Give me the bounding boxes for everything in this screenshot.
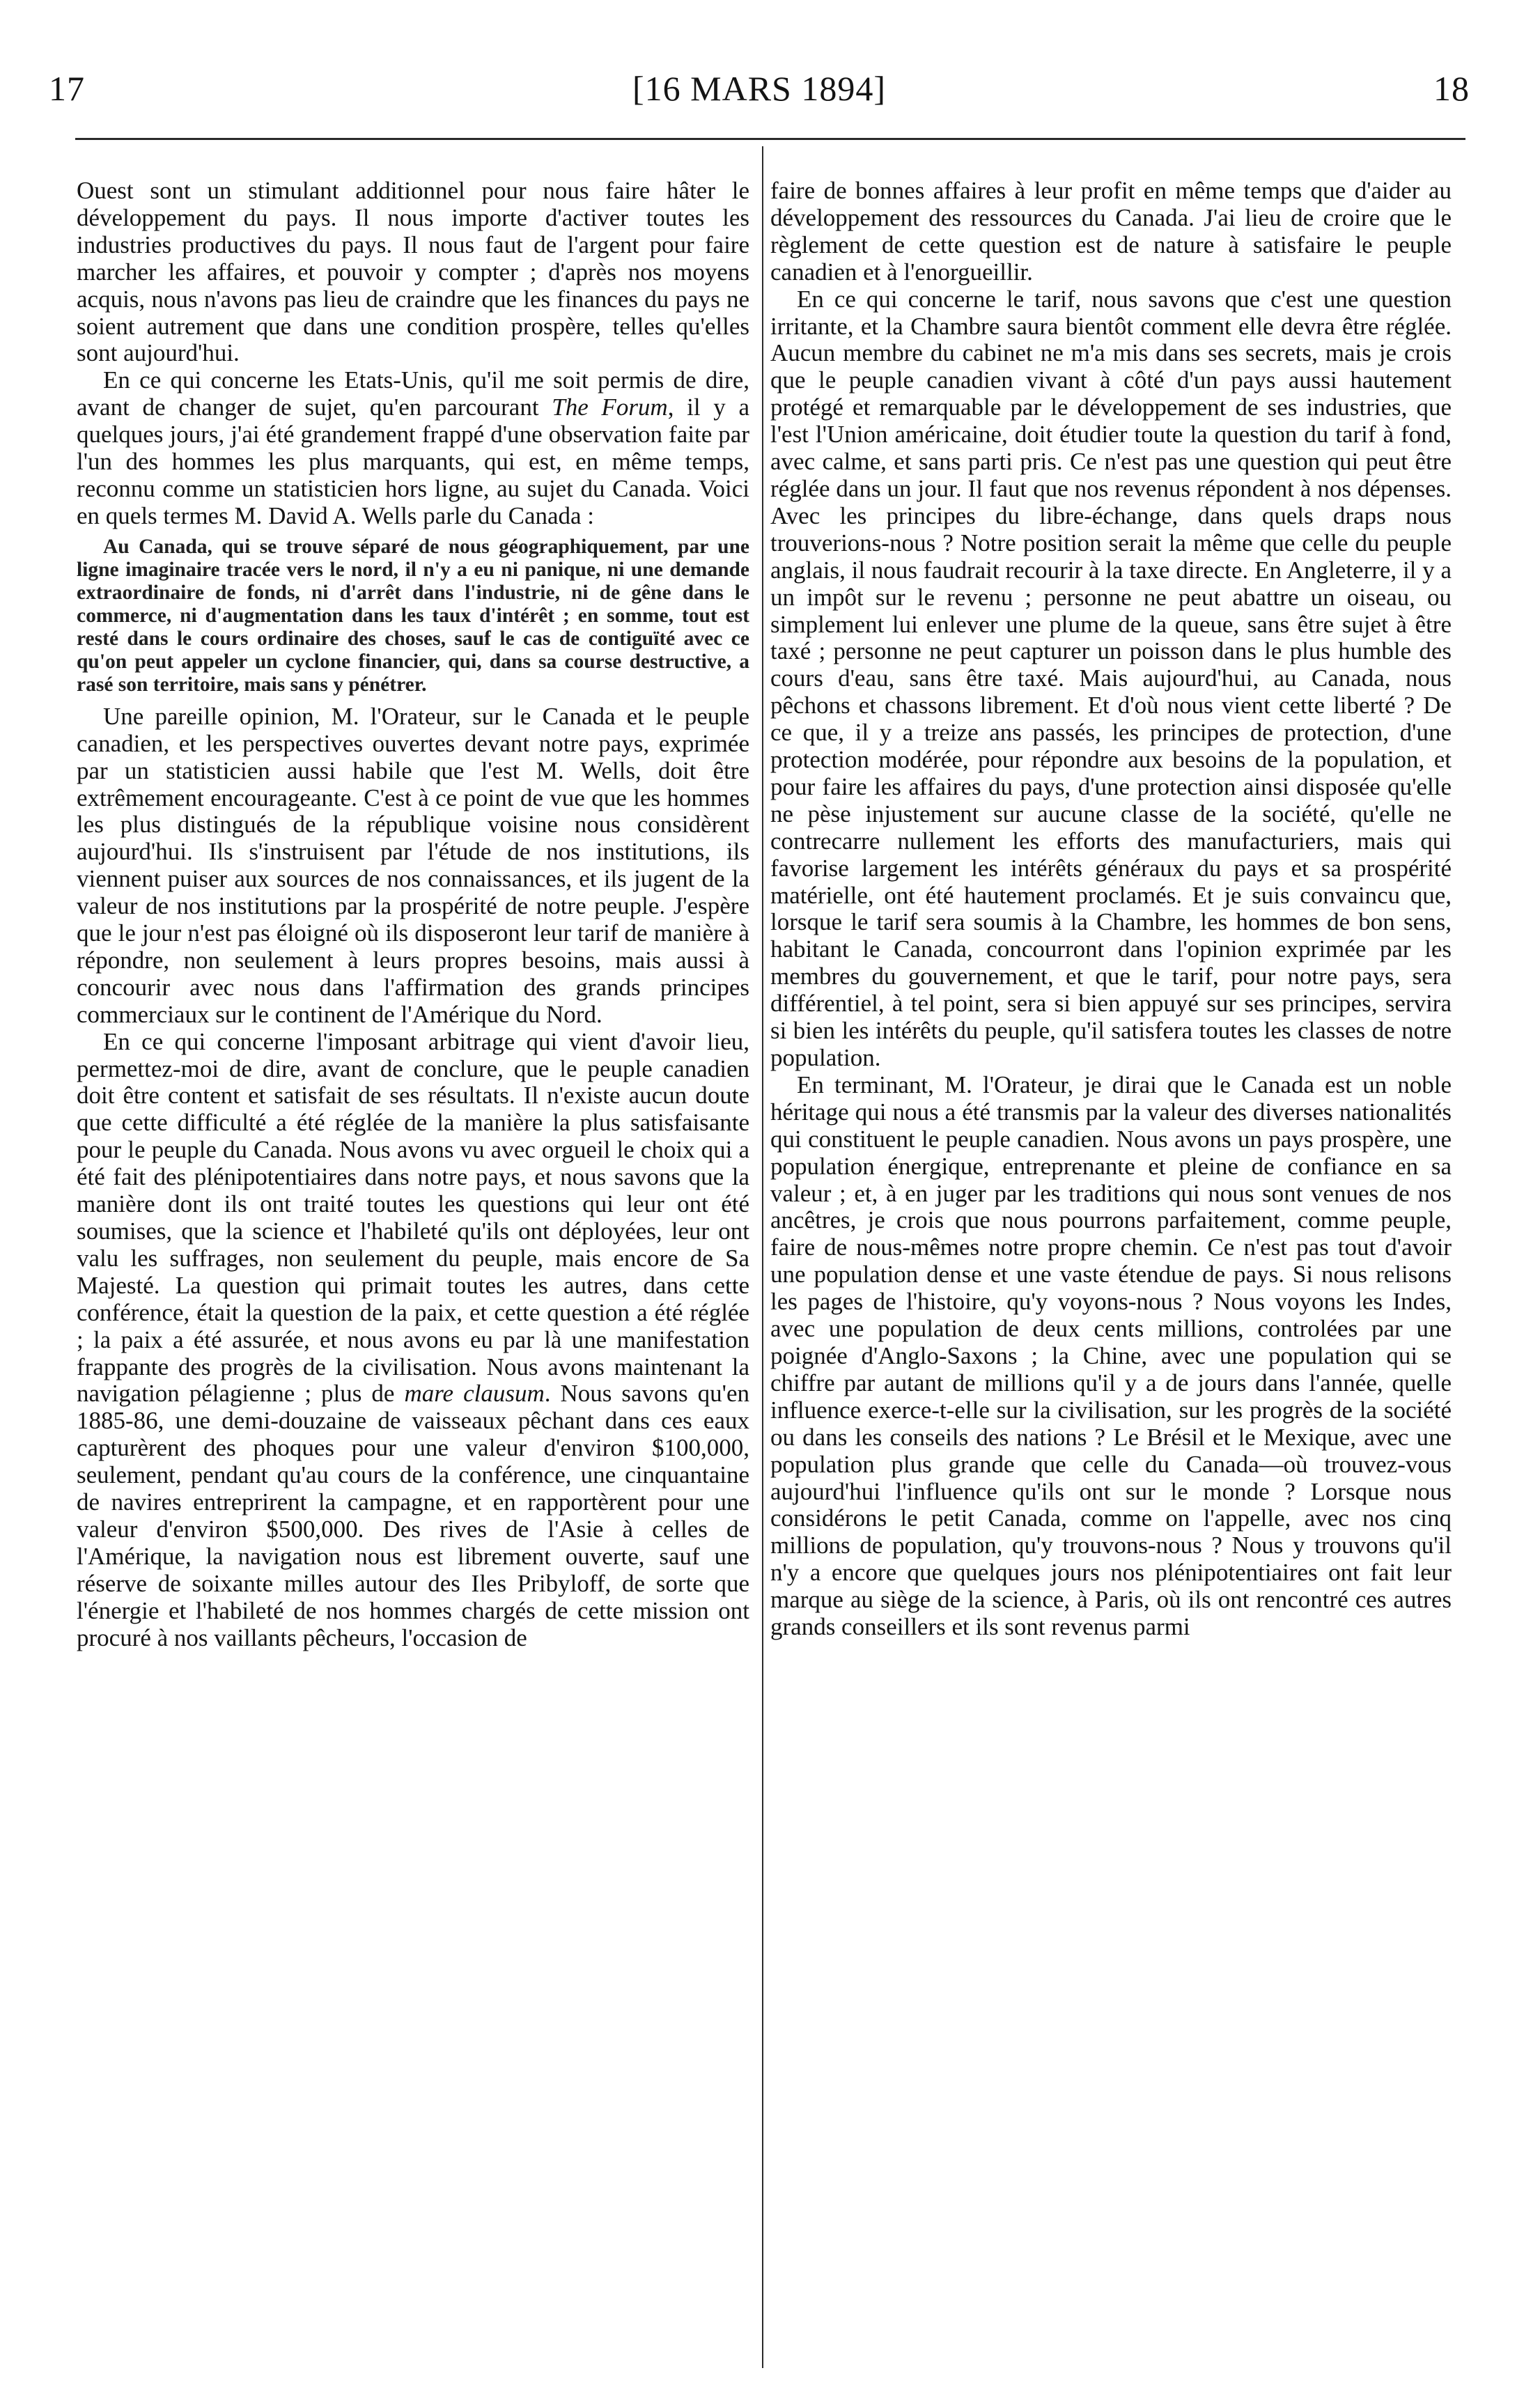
left-paragraph-3: Une pareille opinion, M. l'Orateur, sur le Canada et le peuple canadien, et les perspectives ouvertes devant notre pays, exprimée par un statisticien aussi habile que l'est M. Wells, doit être extrêmement encourageante. C'est à ce point de vue que les hommes les plus distingués de la république voisine nous considèrent aujourd'hui. Ils s'instruisent par l'étude de nos institutions, ils viennent puiser aux sources de nos connaissances, et ils jugent de la valeur de nos institutions par la prospérité de notre peuple. J'espère que le jour n'est pas éloigné où ils disposeront leur tarif de manière à répondre, non seulement à leurs propres besoins, mais aussi à concourir avec nous dans l'affirmation des grands principes commerciaux sur le continent de l'Amérique du Nord. <box>77 702 749 1028</box>
right-paragraph-3: En terminant, M. l'Orateur, je dirai que le Canada est un noble héritage qui nous a été transmis par la valeur des diverses nationalités qui constituent le peuple canadien. Nous avons un pays prospère, une population énergique, entreprenante et pleine de confiance en sa valeur ; et, à en juger par les traditions qui nous sont venues de nos ancêtres, je crois que nous pourrons parfaitement, comme peuple, faire de nous-mêmes notre propre chemin. Ce n'est pas tout d'avoir une population dense et une vaste étendue de pays. Si nous relisons les pages de l'histoire, qu'y voyons-nous ? Nous voyons les Indes, avec une population de deux cents millions, controlées par une poignée d'Anglo-Saxons ; la Chine, avec une population qui se chiffre par autant de millions qu'il y a de jours dans l'année, quelle influence exerce-t-elle sur la civilisation, sur les progrès de la société ou dans les conseils des nations ? Le Brésil et le Mexique, avec une population plus grande que celle du Canada—où trouvez-vous aujourd'hui l'influence qu'ils ont sur le monde ? Lorsque nous considérons le petit Canada, comme on l'appelle, avec nos cinq millions de population, qu'y trouvons-nous ? Nous y trouvons qu'il n'y a encore que quelques jours nos plénipotentiaires ont fait leur marque au siège de la science, à Paris, où ils ont rencontré ces autres grands conseillers et ils sont revenus parmi <box>770 1071 1452 1641</box>
left-paragraph-2 <box>77 367 749 529</box>
left-column <box>77 178 749 1652</box>
left-paragraph-2-text-a: En ce qui concerne les Etats-Unis, qu'il me soit permis de dire, avant de changer de sujet, qu'en parcourant <box>77 366 749 421</box>
right-column <box>770 178 1452 1641</box>
forum-title: The Forum <box>552 394 668 421</box>
column-divider <box>762 146 763 2368</box>
page-number-right: 18 <box>1433 69 1470 108</box>
left-paragraph-4-text-a: En ce qui concerne l'imposant arbitrage qui vient d'avoir lieu, permettez-moi de dire, avant de conclure, que le peuple canadien doit être content et satisfait de ses résultats. Il n'existe aucun doute que cette difficulté a été réglée de la manière la plus satisfaisante pour le peuple du Canada. Nous avons vu avec orgueil le choix qui a été fait des plénipotentiaires dans notre pays, et nous savons que la manière dont ils ont traité toutes les questions qui leur ont été soumises, que la science et l'habileté qu'ils ont déployées, leur ont valu les suffrages, non seulement du peuple, mais encore de Sa Majesté. La question qui primait toutes les autres, dans cette conférence, était la question de la paix, et cette question a été réglée ; la paix a été assurée, et nous avons eu par là une manifestation frappante des progrès de la civilisation. Nous avons maintenant la navigation pélagienne ; plus de <box>77 1027 749 1408</box>
left-paragraph-4 <box>77 1029 749 1652</box>
left-paragraph-1: Ouest sont un stimulant additionnel pour nous faire hâter le développement du pays. Il nous importe d'activer toutes les industries productives du pays. Il nous faut de l'argent pour faire marcher les affaires, et pouvoir y compter ; d'après nos moyens acquis, nous n'avons pas lieu de craindre que les finances du pays ne soient autrement que dans une condition prospère, telles qu'elles sont aujourd'hui. <box>77 177 749 367</box>
left-paragraph-4-text-b: . Nous savons qu'en 1885-86, une demi-douzaine de vaisseaux pêchant dans ces eaux capturèrent des phoques pour une valeur d'environ $100,000, seulement, pendant qu'au cours de la conférence, une cinquantaine de navires entreprirent la campagne, et en rapportèrent pour une valeur d'environ $500,000. Des rives de l'Asie à celles de l'Amérique, la navigation nous est librement ouverte, sauf une réserve de soixante milles autour des Iles Pribyloff, de sorte que l'énergie et l'habileté de nos hommes chargés de cette mission ont procuré à nos vaillants pêcheurs, l'occasion de <box>77 1380 749 1651</box>
right-paragraph-2: En ce qui concerne le tarif, nous savons que c'est une question irritante, et la Chambre saura bientôt comment elle devra être réglée. Aucun membre du cabinet ne m'a mis dans ses secrets, mais je crois que le peuple canadien vivant à côté d'un pays aussi hautement protégé et remarquable par le développement de ses industries, que l'est l'Union américaine, doit étudier toute la question du tarif à fond, avec calme, et sans parti pris. Ce n'est pas une question qui peut être réglée dans un jour. Il faut que nos revenus répondent à nos dépenses. Avec les principes du libre-échange, dans quels draps nous trouverions-nous ? Notre position serait la même que celle du peuple anglais, il nous faudrait recourir à la taxe directe. En Angleterre, il y a un impôt sur le revenu ; personne ne peut abattre un oiseau, ou simplement lui enlever une plume de la queue, sans être sujet à être taxé ; personne ne peut capturer un poisson dans le plus humble des cours d'eau, sans être taxé. Mais aujourd'hui, au Canada, nous pêchons et chassons librement. Et d'où nous vient cette liberté ? De ce que, il y a treize ans passés, les principes de protection, d'une protection modérée, pour répondre aux besoins de la population, et pour faire les affaires du pays, d'une protection ainsi disposée qu'elle ne pèse injustement sur aucune classe de la société, qu'elle ne contrecarre nullement les efforts des manufacturiers, mais qui favorise largement les intérêts généraux du pays et sa prospérité matérielle, ont été hautement proclamés. Et je suis convaincu que, lorsque le tarif sera soumis à la Chambre, les hommes de bon sens, habitant le Canada, concourront dans l'opinion exprimée par les membres du gouvernement, et que le tarif, pour notre pays, sera différentiel, à tel point, sera si bien appuyé sur ses principes, servira si bien les intérêts du peuple, qu'il satisfera toutes les classes de notre population. <box>770 285 1452 1071</box>
page-number-left: 17 <box>49 69 85 108</box>
left-paragraph-2-text-b: , il y a quelques jours, j'ai été grandement frappé d'une observation faite par l'un des hommes les plus marquants, qui est, en même temps, reconnu comme un statisticien hors ligne, au sujet du Canada. Voici en quels termes M. David A. Wells parle du Canada : <box>77 394 750 529</box>
header-rule <box>75 138 1465 140</box>
wells-quotation: Au Canada, qui se trouve séparé de nous géographiquement, par une ligne imaginaire tracée vers le nord, il n'y a eu ni panique, ni une demande extraordinaire de fonds, ni d'arrêt dans l'industrie, ni de gêne dans le commerce, ni d'augmentation dans les taux d'intérêt ; en somme, tout est resté dans le cours ordinaire des choses, sauf le cas de contiguïté avec ce qu'on peut appeler un cyclone financier, qui, dans sa course destructive, a rasé son territoire, mais sans y pénétrer. <box>77 535 749 696</box>
mare-clausum-term: mare clausum <box>404 1380 545 1408</box>
page-header <box>49 64 1470 113</box>
header-date: [16 MARS 1894] <box>632 69 887 108</box>
right-paragraph-1: faire de bonnes affaires à leur profit en même temps que d'aider au développement des ressources du Canada. J'ai lieu de croire que le règlement de cette question est de nature à satisfaire le peuple canadien et à l'enorgueillir. <box>770 177 1452 286</box>
